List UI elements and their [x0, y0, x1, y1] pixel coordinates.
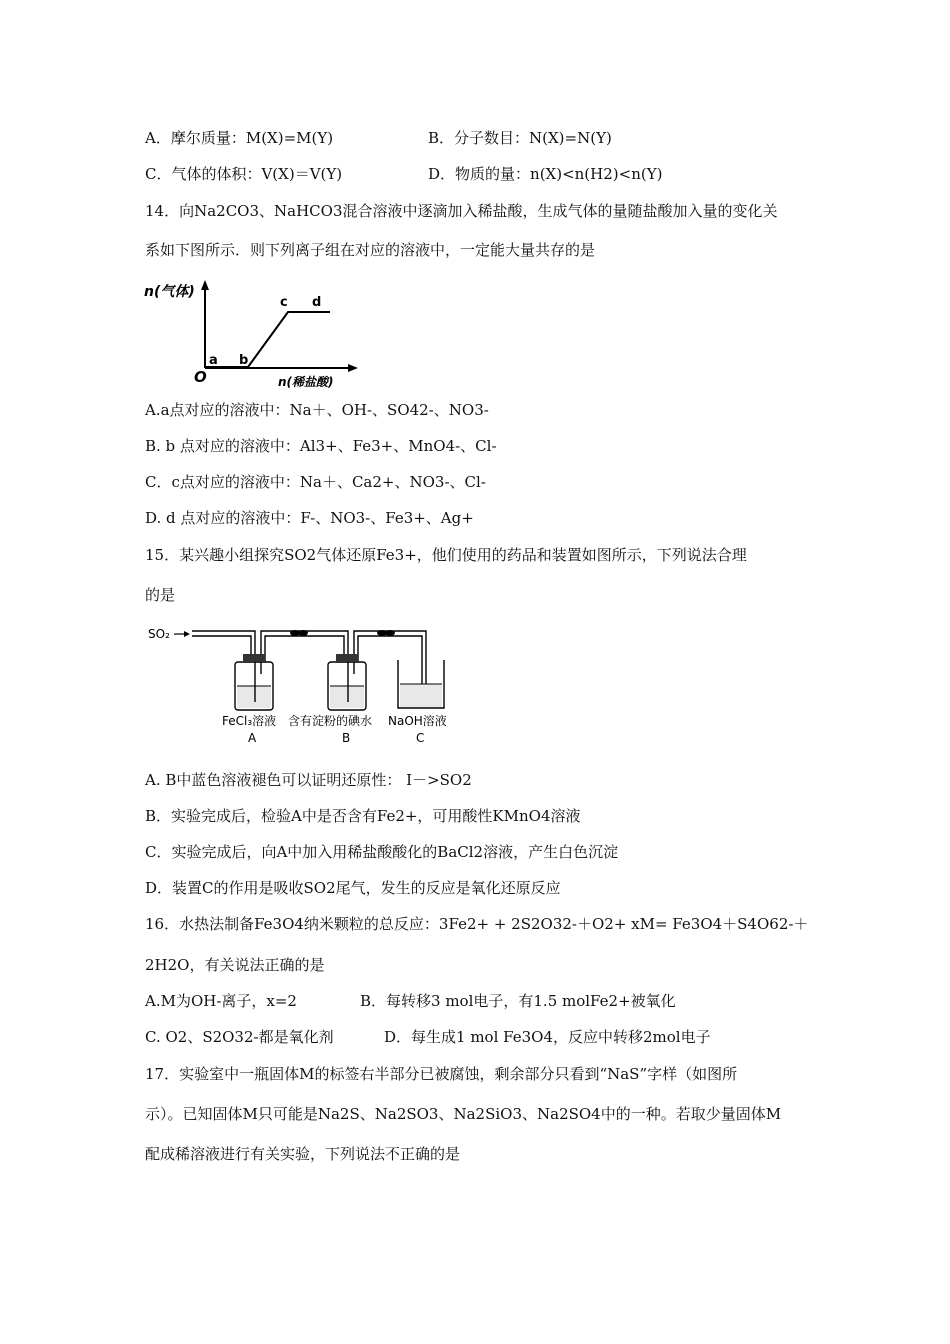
label-fecl3: FeCl₃溶液 [222, 714, 277, 728]
letter-b: B [342, 731, 351, 745]
label-starch-iodine: 含有淀粉的碘水 [288, 714, 373, 728]
graph-point-c: c [280, 295, 288, 310]
q14-gas-graph [142, 278, 372, 388]
q14-option-a: A.a点对应的溶液中：Na＋、OH-、SO42-、NO3- [145, 401, 489, 419]
graph-y-label: n(气体) [144, 284, 195, 300]
graph-point-a: a [209, 353, 218, 368]
q15-option-b: B．实验完成后，检验A中是否含有Fe2+，可用酸性KMnO4溶液 [145, 807, 581, 825]
q13-option-d: D．物质的量：n(X)<n(H2)<n(Y) [428, 165, 663, 183]
graph-x-label: n(稀盐酸) [278, 375, 334, 388]
graph-origin-label: O [194, 368, 207, 386]
q16-stem-line2: 2H2O，有关说法正确的是 [145, 956, 325, 974]
q15-option-c: C．实验完成后，向A中加入用稀盐酸酸化的BaCl2溶液，产生白色沉淀 [145, 843, 619, 861]
letter-c: C [416, 731, 425, 745]
so2-inlet-label: SO₂ [148, 627, 170, 641]
q15-stem-line2: 的是 [145, 586, 176, 604]
q17-stem-line1: 17．实验室中一瓶固体M的标签右半部分已被腐蚀，剩余部分只看到“NaS”字样（如图所 [145, 1065, 738, 1083]
q14-stem-line1: 14．向Na2CO3、NaHCO3混合溶液中逐滴加入稀盐酸，生成气体的量随盐酸加入量的变化关 [145, 202, 778, 220]
q16-option-a: A.M为OH-离子，x=2 [145, 992, 297, 1010]
q16-option-d: D．每生成1 mol Fe3O4，反应中转移2mol电子 [384, 1028, 711, 1046]
letter-a: A [248, 731, 257, 745]
q14-option-b: B. b 点对应的溶液中：Al3+、Fe3+、MnO4-、Cl- [145, 437, 497, 455]
q13-option-a: A．摩尔质量：M(X)=M(Y) [145, 129, 334, 147]
q16-option-b: B．每转移3 mol电子，有1.5 molFe2+被氧化 [360, 992, 676, 1010]
q14-option-c: C．c点对应的溶液中：Na＋、Ca2+、NO3-、Cl- [145, 473, 486, 491]
q17-stem-line2: 示）。已知固体M只可能是Na2S、Na2SO3、Na2SiO3、Na2SO4中的一种。若取少量固体M [145, 1105, 782, 1123]
q15-option-d: D．装置C的作用是吸收SO2尾气，发生的反应是氧化还原反应 [145, 879, 561, 897]
q16-stem-line1: 16．水热法制备Fe3O4纳米颗粒的总反应：3Fe2+ + 2S2O32-＋O2+ xM= Fe3O4＋S4O62-＋ [145, 915, 809, 933]
label-naoh: NaOH溶液 [388, 714, 447, 728]
q15-apparatus-diagram [140, 622, 460, 752]
q16-option-c: C. O2、S2O32-都是氧化剂 [145, 1028, 334, 1046]
graph-point-b: b [239, 353, 249, 368]
q13-option-b: B．分子数目：N(X)=N(Y) [428, 129, 612, 147]
q13-option-c: C．气体的体积：V(X)＝V(Y) [145, 165, 343, 183]
q14-option-d: D. d 点对应的溶液中：F-、NO3-、Fe3+、Ag+ [145, 509, 474, 527]
graph-point-d: d [312, 295, 322, 310]
q15-option-a: A. B中蓝色溶液褪色可以证明还原性： I－>SO2 [145, 771, 472, 789]
q15-stem-line1: 15．某兴趣小组探究SO2气体还原Fe3+，他们使用的药品和装置如图所示，下列说法合理 [145, 546, 747, 564]
q17-stem-line3: 配成稀溶液进行有关实验，下列说法不正确的是 [145, 1145, 461, 1163]
q14-stem-line2: 系如下图所示．则下列离子组在对应的溶液中，一定能大量共存的是 [145, 241, 596, 259]
